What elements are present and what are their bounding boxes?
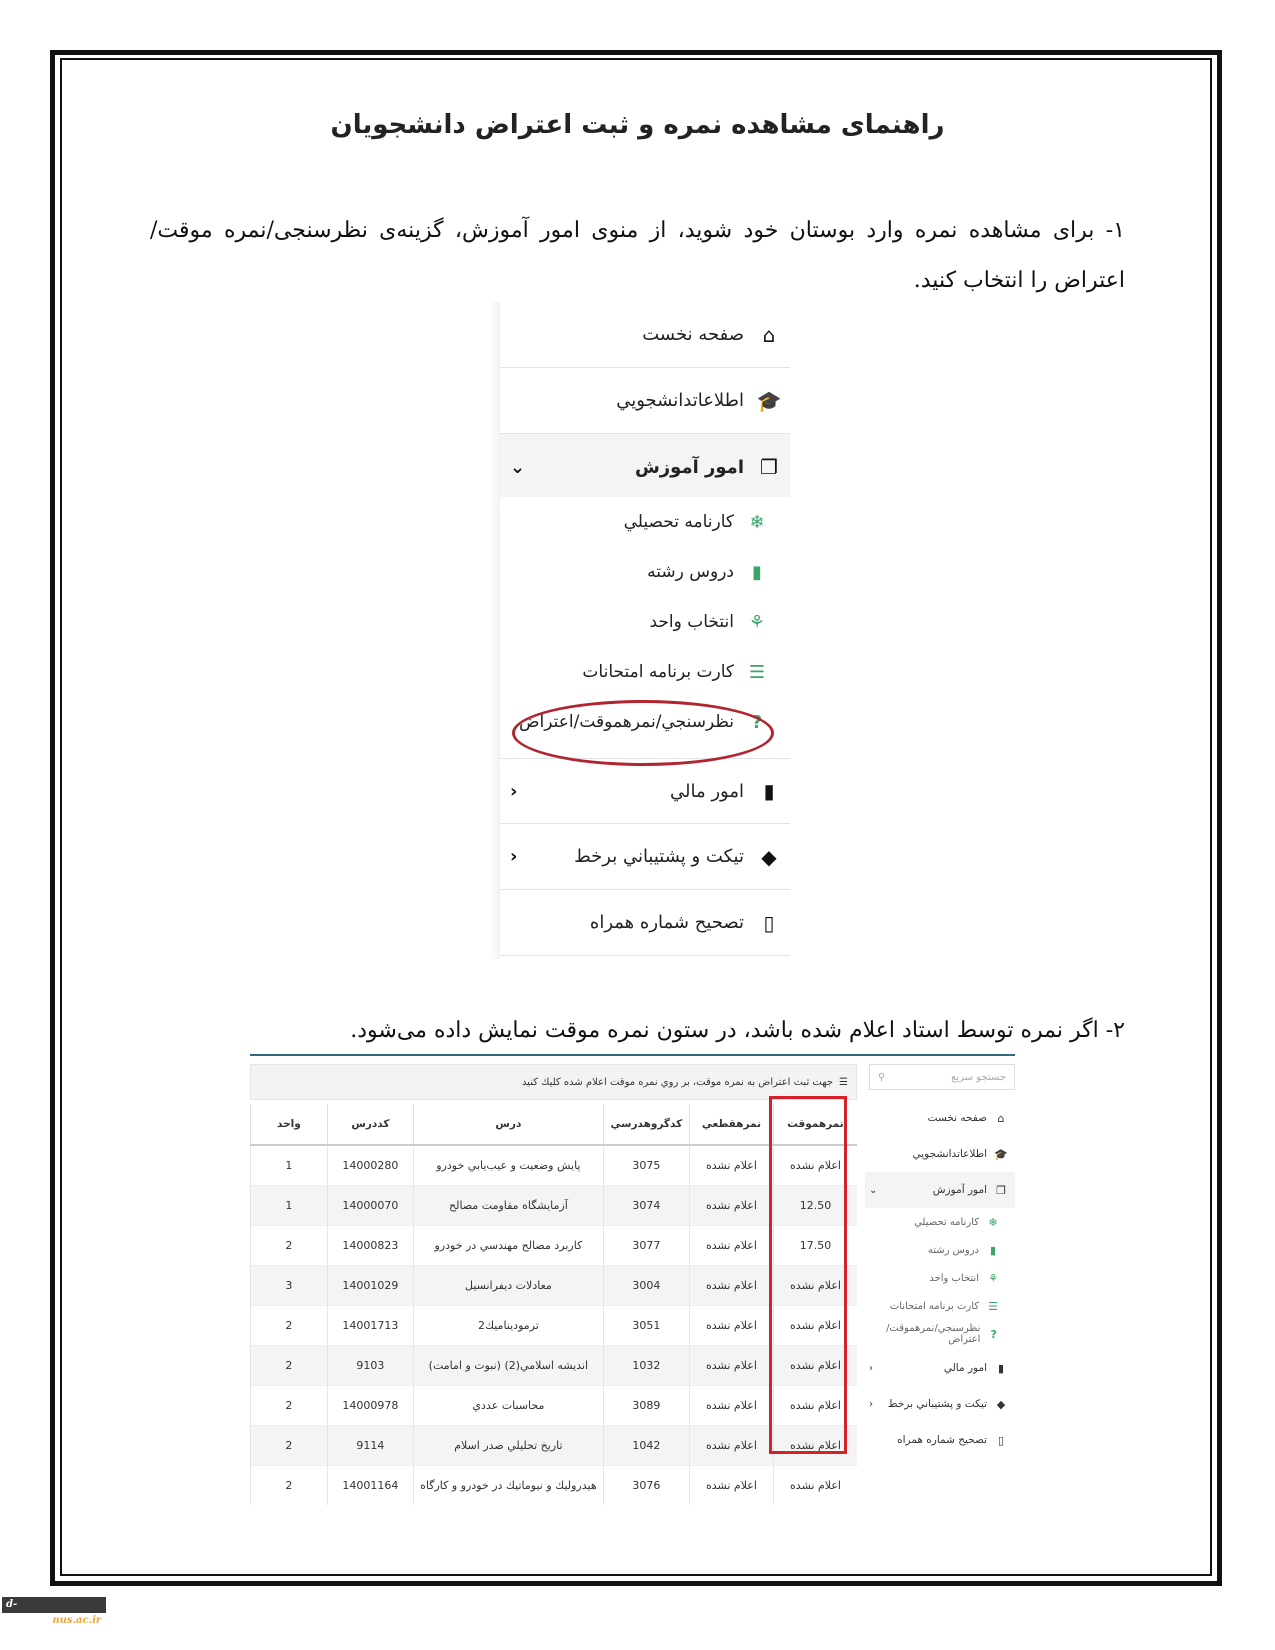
table-row xyxy=(251,1426,858,1466)
table-cell: تاريخ تحليلي صدر اسلام xyxy=(413,1426,603,1466)
tags-icon: ◆ xyxy=(761,844,777,869)
search-icon[interactable]: ⚲ xyxy=(878,1071,886,1083)
menu-item-phone[interactable] xyxy=(500,890,790,956)
highlight-ellipse xyxy=(512,700,774,766)
provisional-grade-cell[interactable]: 12.50 xyxy=(773,1186,857,1226)
table-cell: 14001164 xyxy=(327,1466,413,1506)
chevron-left-icon[interactable]: ‹ xyxy=(510,846,518,867)
table-cell: 2 xyxy=(251,1426,328,1466)
table-cell: 9103 xyxy=(327,1346,413,1386)
table-cell: 2 xyxy=(251,1306,328,1346)
question-icon: ? xyxy=(990,1327,997,1341)
portal-main xyxy=(250,1056,857,1492)
home-icon: ⌂ xyxy=(997,1111,1005,1125)
search-placeholder: جستجو سريع xyxy=(951,1071,1006,1083)
grades-table xyxy=(250,1104,857,1505)
copy-icon: ❐ xyxy=(760,455,778,479)
sidebar-subitem-grades-survey[interactable] xyxy=(865,1320,1015,1348)
sidebar-item-label: اطلاعاتدانشجويي xyxy=(912,1148,987,1160)
table-cell: 14000070 xyxy=(327,1186,413,1226)
submenu-item-exam-card[interactable] xyxy=(500,647,790,697)
sidebar-subitem-label: كارت برنامه امتحانات xyxy=(889,1300,979,1312)
table-cell: 2 xyxy=(251,1346,328,1386)
menu-item-home[interactable] xyxy=(500,302,790,368)
table-cell: اعلام نشده xyxy=(689,1466,773,1506)
mobile-icon: ▯ xyxy=(763,910,775,935)
table-cell: محاسبات عددي xyxy=(413,1386,603,1426)
table-cell: 3004 xyxy=(603,1266,689,1306)
sidebar-subitem-courses[interactable] xyxy=(865,1236,1015,1264)
provisional-grade-cell[interactable]: اعلام نشده xyxy=(773,1466,857,1506)
table-cell: 2 xyxy=(251,1466,328,1506)
question-icon: ? xyxy=(751,711,763,733)
snowflake-icon: ❄ xyxy=(988,1215,998,1229)
provisional-grade-cell[interactable]: اعلام نشده xyxy=(773,1426,857,1466)
menu-item-label: امور آموزش xyxy=(634,456,744,478)
grades-portal-screenshot xyxy=(250,1054,1015,1492)
table-cell: اعلام نشده xyxy=(689,1426,773,1466)
table-cell: هيدروليك و نيوماتيك در خودرو و كارگاه xyxy=(413,1466,603,1506)
table-cell: 14000823 xyxy=(327,1226,413,1266)
table-cell: اعلام نشده xyxy=(689,1186,773,1226)
table-cell: 3051 xyxy=(603,1306,689,1346)
table-cell: 1 xyxy=(251,1186,328,1226)
table-row xyxy=(251,1306,858,1346)
cubes-icon: ⚘ xyxy=(748,611,766,633)
step-2-text: ۲- اگر نمره توسط استاد اعلام شده باشد، در ستون نمره موقت نمایش داده می‌شود. xyxy=(350,1018,1125,1043)
sidebar-subitem-label: نظرسنجي/نمرهموقت/اعتراض xyxy=(886,1323,981,1345)
table-cell: 3076 xyxy=(603,1466,689,1506)
chevron-left-icon[interactable]: ‹ xyxy=(869,1362,873,1374)
provisional-grade-cell[interactable]: اعلام نشده xyxy=(773,1346,857,1386)
sidebar-item-label: تصحيح شماره همراه xyxy=(897,1434,987,1446)
submenu-item-label: نظرسنجي/نمرهموقت/اعتراض xyxy=(518,712,734,732)
sidebar-item-student-info[interactable] xyxy=(865,1136,1015,1172)
table-cell: آزمايشگاه مقاومت مصالح xyxy=(413,1186,603,1226)
graduation-cap-icon: 🎓 xyxy=(756,388,782,413)
file-icon: ▮ xyxy=(763,779,775,803)
hint-text: جهت ثبت اعتراض به نمره موقت، بر روي نمره موقت اعلام شده كليك كنيد xyxy=(521,1076,834,1088)
table-cell: 1 xyxy=(251,1145,328,1186)
table-row xyxy=(251,1145,858,1186)
provisional-grade-cell[interactable]: 17.50 xyxy=(773,1226,857,1266)
sidebar-item-label: امور مالي xyxy=(943,1362,987,1374)
sidebar-item-label: تيكت و پشتيباني برخط xyxy=(887,1398,987,1410)
provisional-grade-cell[interactable]: اعلام نشده xyxy=(773,1145,857,1186)
list-icon: ☰ xyxy=(748,661,766,683)
column-header[interactable]: نمرهقطعي xyxy=(689,1104,773,1145)
sidebar-item-education[interactable] xyxy=(865,1172,1015,1208)
tags-icon: ◆ xyxy=(996,1397,1006,1411)
home-icon: ⌂ xyxy=(762,322,776,347)
table-cell: 3 xyxy=(251,1266,328,1306)
search-input[interactable] xyxy=(869,1064,1015,1090)
table-cell: 3074 xyxy=(603,1186,689,1226)
table-cell: انديشه اسلامي(2) (نبوت و امامت) xyxy=(413,1346,603,1386)
logo-main-text: d-kerman. xyxy=(6,1599,53,1626)
table-cell: 3089 xyxy=(603,1386,689,1426)
menu-item-support[interactable] xyxy=(500,824,790,890)
submenu-item-courses[interactable] xyxy=(500,547,790,597)
cubes-icon: ⚘ xyxy=(988,1271,998,1285)
table-row xyxy=(251,1346,858,1386)
side-menu-screenshot xyxy=(500,302,790,959)
table-cell: 3075 xyxy=(603,1145,689,1186)
sidebar-subitem-course-selection[interactable] xyxy=(865,1264,1015,1292)
table-cell: اعلام نشده xyxy=(689,1145,773,1186)
snowflake-icon: ❄ xyxy=(749,511,765,533)
bookmark-icon: ▮ xyxy=(752,561,762,583)
submenu-item-label: كارت برنامه امتحانات xyxy=(582,662,734,682)
table-cell: 1032 xyxy=(603,1346,689,1386)
file-icon: ▮ xyxy=(997,1361,1005,1375)
document-title: راهنمای مشاهده نمره و ثبت اعتراض دانشجویان xyxy=(330,110,945,140)
provisional-grade-cell[interactable]: اعلام نشده xyxy=(773,1306,857,1346)
graduation-cap-icon: 🎓 xyxy=(994,1147,1008,1161)
submenu-item-label: انتخاب واحد xyxy=(649,612,734,632)
menu-item-label: امور مالي xyxy=(670,780,744,802)
column-header[interactable]: واحد xyxy=(251,1104,328,1145)
sidebar-item-support[interactable] xyxy=(865,1386,1015,1422)
table-cell: 1042 xyxy=(603,1426,689,1466)
table-cell: كاربرد مصالح مهندسي در خودرو xyxy=(413,1226,603,1266)
menu-edge xyxy=(490,302,500,959)
column-header[interactable]: نمرهموقت xyxy=(773,1104,857,1145)
logo-accent-text: nus.ac.ir xyxy=(52,1615,102,1626)
table-cell: ترموديناميك2 xyxy=(413,1306,603,1346)
list-icon: ☰ xyxy=(988,1299,998,1313)
menu-item-label: تصحيح شماره همراه xyxy=(589,912,744,933)
chevron-left-icon[interactable]: ‹ xyxy=(869,1398,873,1410)
table-cell: 9114 xyxy=(327,1426,413,1466)
table-cell: 14001029 xyxy=(327,1266,413,1306)
table-cell: پايش وضعيت و عيب‌يابي خودرو xyxy=(413,1145,603,1186)
sidebar-item-label: صفحه نخست xyxy=(927,1112,987,1124)
menu-item-finance[interactable] xyxy=(500,758,790,824)
table-cell: 2 xyxy=(251,1226,328,1266)
provisional-grade-cell[interactable]: اعلام نشده xyxy=(773,1266,857,1306)
sidebar-item-label: امور آموزش xyxy=(932,1184,987,1196)
chevron-left-icon[interactable]: ‹ xyxy=(510,780,518,802)
table-row xyxy=(251,1186,858,1226)
sidebar-subitem-transcript[interactable] xyxy=(865,1208,1015,1236)
chevron-down-icon[interactable]: ⌄ xyxy=(869,1184,878,1196)
column-header[interactable]: كددرس xyxy=(327,1104,413,1145)
sidebar-item-home[interactable] xyxy=(865,1100,1015,1136)
table-cell: معادلات ديفرانسيل xyxy=(413,1266,603,1306)
table-cell: اعلام نشده xyxy=(689,1346,773,1386)
mobile-icon: ▯ xyxy=(997,1433,1005,1447)
column-header[interactable]: درس xyxy=(413,1104,603,1145)
table-row xyxy=(251,1266,858,1306)
sidebar-item-phone[interactable] xyxy=(865,1422,1015,1458)
table-cell: اعلام نشده xyxy=(689,1226,773,1266)
copy-icon: ❐ xyxy=(996,1183,1006,1197)
table-cell: 14000280 xyxy=(327,1145,413,1186)
sidebar-item-finance[interactable] xyxy=(865,1350,1015,1386)
column-header[interactable]: كدگروهدرسي xyxy=(603,1104,689,1145)
menu-item-label: صفحه نخست xyxy=(642,324,744,345)
menu-item-label: اطلاعاتدانشجويي xyxy=(616,390,744,411)
table-cell: 14001713 xyxy=(327,1306,413,1346)
sliders-icon: ☰ xyxy=(839,1076,848,1088)
submenu-item-label: دروس رشته xyxy=(647,562,734,582)
table-cell: اعلام نشده xyxy=(689,1266,773,1306)
table-cell: 2 xyxy=(251,1386,328,1426)
sidebar-subitem-label: دروس رشته xyxy=(927,1244,979,1256)
provisional-grade-cell[interactable]: اعلام نشده xyxy=(773,1386,857,1426)
table-row xyxy=(251,1226,858,1266)
table-row xyxy=(251,1386,858,1426)
submenu-item-transcript[interactable] xyxy=(500,497,790,547)
site-logo xyxy=(2,1597,106,1626)
grade-column-highlight xyxy=(769,1096,847,1454)
table-cell: 14000978 xyxy=(327,1386,413,1426)
step-1-text: ۱- برای مشاهده نمره وارد بوستان خود شوید، از منوی امور آموزش، گزینه‌ی نظرسنجی/نمره موقت/ اعتراض را انتخاب کنید. xyxy=(150,218,1125,293)
table-row xyxy=(251,1466,858,1506)
portal-sidebar xyxy=(865,1056,1015,1475)
menu-item-student-info[interactable] xyxy=(500,368,790,434)
sidebar-subitem-label: انتخاب واحد xyxy=(929,1272,979,1284)
menu-item-label: تيكت و پشتيباني برخط xyxy=(574,846,744,867)
table-header-row xyxy=(251,1104,858,1145)
sidebar-subitem-label: كارنامه تحصيلي xyxy=(914,1216,979,1228)
table-cell: اعلام نشده xyxy=(689,1306,773,1346)
chevron-down-icon[interactable]: ⌄ xyxy=(510,456,526,478)
bookmark-icon: ▮ xyxy=(989,1243,997,1257)
objection-hint xyxy=(250,1064,857,1100)
sidebar-subitem-exam-card[interactable] xyxy=(865,1292,1015,1320)
submenu-item-label: كارنامه تحصيلي xyxy=(623,512,734,532)
table-cell: 3077 xyxy=(603,1226,689,1266)
menu-item-education[interactable] xyxy=(500,434,790,500)
submenu-item-course-selection[interactable] xyxy=(500,597,790,647)
table-cell: اعلام نشده xyxy=(689,1386,773,1426)
